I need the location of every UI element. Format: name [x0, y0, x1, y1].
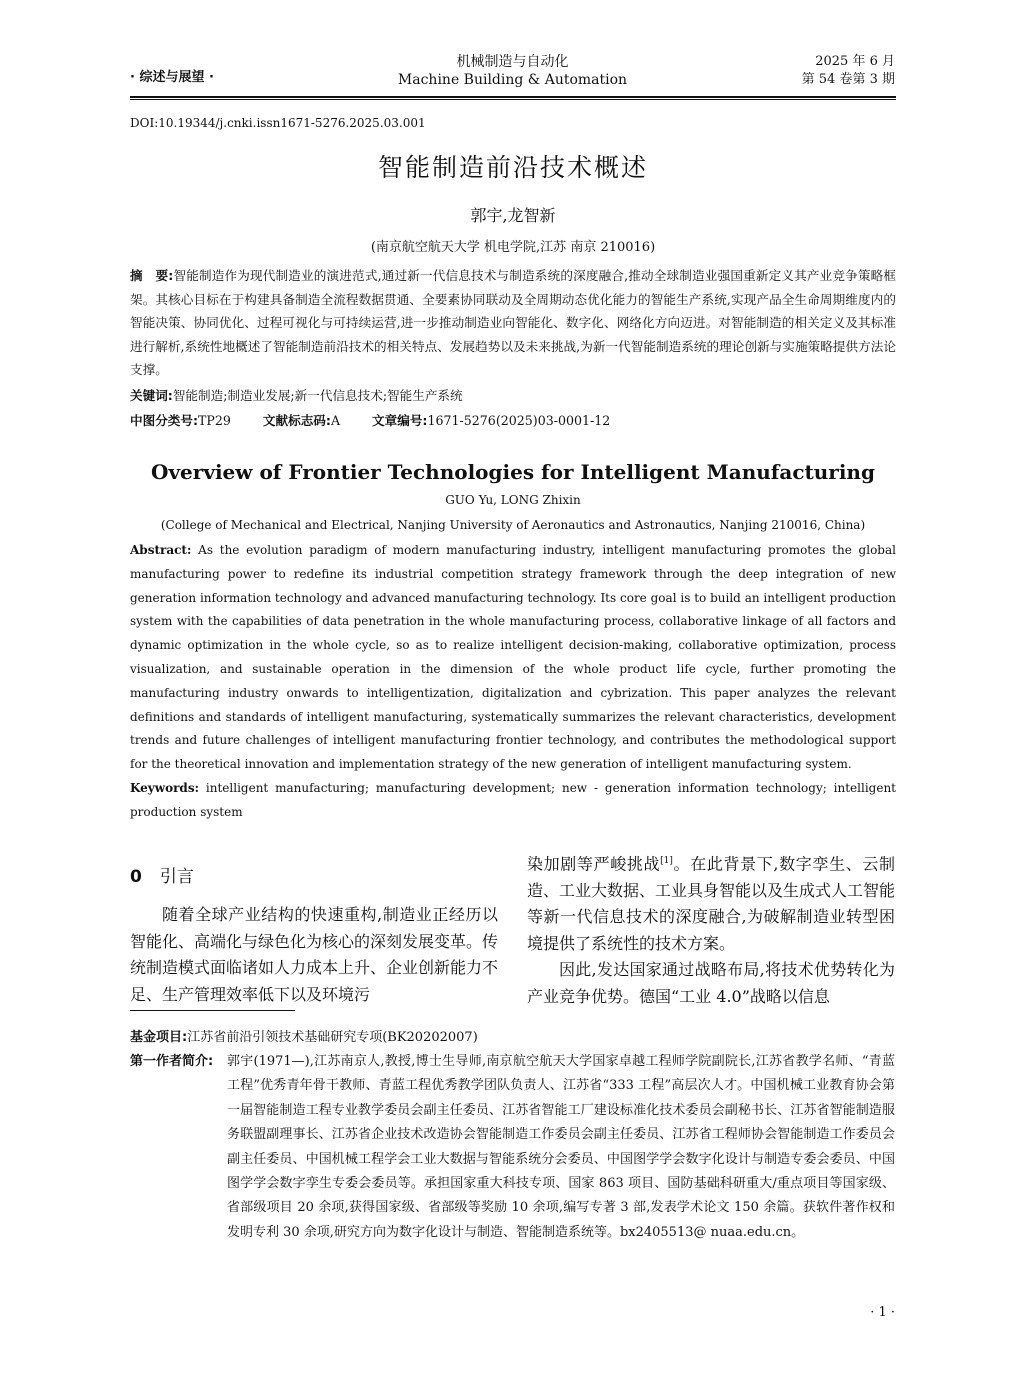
footnote-rule [130, 1010, 295, 1011]
author-bio-label: 第一作者简介: [130, 1054, 214, 1069]
keywords-en-text: intelligent manufacturing; manufacturing development; new - generation information technology; intelligent production system [130, 781, 896, 819]
abstract-cn-text: 智能制造作为现代制造业的演进范式,通过新一代信息技术与制造系统的深度融合,推动全球制造业强国重新定义其产业竞争策略框架。其核心目标在于构建具备制造全流程数据贯通、全要素协同联动及全周期动态优化能力的智能生产系统,实现产品全生命周期维度内的智能决策、协同优化、过程可视化与可持续运营,进一步推动制造业向智能化、数字化、网络化方向迈进。对智能制造的相关定义及其标准进行解析,系统性地概述了智能制造前沿技术的相关特点、发展趋势以及未来挑战,为新一代智能制造系统的理论创新与实施策略提供方法论支撑。 [130, 268, 896, 378]
abstract-en [130, 539, 896, 777]
section-number: 0 [130, 867, 142, 887]
authors-en: GUO Yu, LONG Zhixin [445, 493, 581, 507]
intro-text-b: 。在此背景下,数字孪生、云制造、工业大数据、工业具身智能以及生成式人工智能等新一代信息技术的深度融合,为破解制造业转型困境提供了系统性的技术方案。 [527, 854, 896, 953]
fund-text: 江苏省前沿引领技术基础研究专项(BK20202007) [187, 1030, 478, 1045]
fund-info [130, 1026, 478, 1045]
paper-title-cn: 智能制造前沿技术概述 [377, 153, 648, 182]
intro-text-a: 染加剧等严峻挑战 [527, 854, 661, 874]
section-title: 引言 [159, 867, 194, 887]
keywords-en-label: Keywords: [130, 781, 200, 795]
journal-title-en: Machine Building & Automation [397, 72, 628, 88]
header-rule-thin [130, 99, 896, 100]
doc-code-label: 文献标志码: [262, 413, 331, 428]
abstract-en-label: Abstract: [130, 543, 192, 557]
journal-title-cn: 机械制造与自动化 [456, 54, 569, 70]
affiliation-cn: (南京航空航天大学 机电学院,江苏 南京 210016) [370, 240, 656, 255]
body-column-left [130, 902, 498, 1008]
doi: DOI:10.19344/j.cnki.issn1671-5276.2025.03.001 [130, 116, 426, 130]
header-rule [130, 96, 896, 98]
section-tag: · 综述与展望 · [130, 70, 214, 85]
citation-ref: [1] [660, 856, 673, 866]
keywords-en [130, 776, 896, 824]
abstract-cn [130, 264, 896, 382]
doc-code-value: A [330, 413, 341, 428]
abstract-cn-label: 摘 要: [130, 268, 174, 283]
clc-label: 中图分类号: [130, 413, 199, 428]
intro-paragraph-1-cont [527, 848, 895, 957]
page-number: · 1 · [870, 1305, 895, 1320]
issue-info [780, 53, 895, 89]
keywords-cn [130, 385, 896, 404]
abstract-en-text: As the evolution paradigm of modern manufacturing industry, intelligent manufacturing promotes the global manufacturing power to redefine its industrial competition strategy framework through the deep integration of new generation information technology and advanced manufacturing technology. Its core goal is to build an intelligent production system with the capabilities of data penetration in the whole manufacturing process, collaborative linkage of all factors and dynamic optimization in the whole cycle, so as to realize intelligent decision-making, collaborative optimization, process visualization, and sustainable operation in the dimension of the whole product life cycle, further promoting the manufacturing industry onwards to intelligentization, digitalization and cybrization. This paper analyzes the relevant definitions and standards of intelligent manufacturing, systematically summarizes the relevant characteristics, development trends and future challenges of intelligent manufacturing frontier technology, and contributes the methodological support for the theoretical innovation and implementation strategy of the new generation of intelligent manufacturing system. [130, 543, 896, 772]
issue-date: 2025 年 6 月 [815, 54, 895, 69]
paper-title-en: Overview of Frontier Technologies for Intelligent Manufacturing [151, 460, 875, 484]
keywords-cn-label: 关键词: [130, 388, 173, 403]
clc-value: TP29 [198, 413, 231, 428]
journal-title [380, 53, 645, 89]
classification-line [130, 410, 896, 429]
article-number-label: 文章编号: [372, 413, 428, 428]
article-number-value: 1671-5276(2025)03-0001-12 [427, 413, 611, 428]
author-bio: 郭宇(1971—),江苏南京人,教授,博士生导师,南京航空航天大学国家卓越工程师学院副院长,江苏省教学名师、“青蓝工程”优秀青年骨干教师、青蓝工程优秀教学团队负责人、江苏省“333 工程”高层次人才。中国机械工业教育协会第一届智能制造工程专业教学委员会副主任委员、江苏省智能工厂建设标准化技术委员会副秘书长、江苏省智能制造服务联盟副理事长、江苏省企业技术改造协会智能制造工作委员会副主任委员、江苏省工程师协会智能制造工作委员会副主任委员、中国机械工程学会工业大数据与智能系统分会委员、中国图学学会数字化设计与制造专委会委员、中国图学学会数字孪生专委会委员等。承担国家重大科技专项、国家 863 项目、国防基础科研重大/重点项目等国家级、省部级项目 20 余项,获得国家级、省部级等奖励 10 余项,编写专著 3 部,发表学术论文 150 余篇。获软件著作权和发明专利 30 余项,研究方向为数字化设计与制造、智能制造系统等。bx2405513@ nuaa.edu.cn。 [227, 1054, 895, 1240]
keywords-cn-text: 智能制造;制造业发展;新一代信息技术;智能生产系统 [172, 388, 463, 403]
intro-paragraph-1: 随着全球产业结构的快速重构,制造业正经历以智能化、高端化与绿色化为核心的深刻发展变革。传统制造模式面临诸如人力成本上升、企业创新能力不足、生产管理效率低下以及环境污 [130, 905, 499, 1004]
affiliation-en: (College of Mechanical and Electrical, Nanjing University of Aeronautics and Astronautics, Nanjing 210016, China) [160, 518, 866, 532]
fund-label: 基金项目: [130, 1030, 188, 1045]
body-column-right [527, 848, 895, 1010]
section-heading [130, 862, 194, 887]
authors-cn: 郭宇,龙智新 [470, 206, 556, 225]
issue-volume: 第 54 卷第 3 期 [801, 72, 895, 87]
intro-paragraph-2: 因此,发达国家通过战略布局,将技术优势转化为产业竞争优势。德国“工业 4.0”战略以信息 [527, 960, 895, 1006]
